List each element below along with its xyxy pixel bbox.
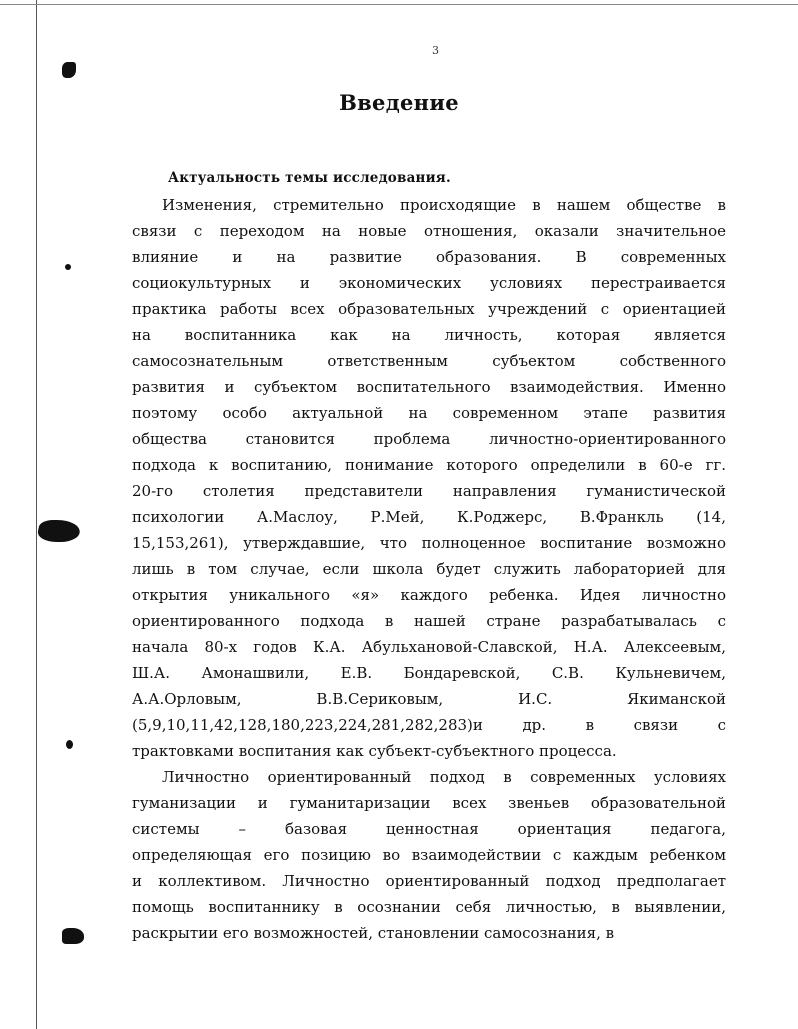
text-line: 20-го столетия представители направления гуманистической [132,482,726,500]
text-line: социокультурных и экономических условиях перестраивается [132,274,726,292]
page-number: 3 [432,44,439,57]
text-line: А.А.Орловым, В.В.Сериковым, И.С. Якиманской [132,690,726,708]
text-line: гуманизации и гуманитаризации всех звеньев образовательной [132,794,726,812]
text-line: лишь в том случае, если школа будет служить лабораторией для [132,560,726,578]
text-line: Изменения, стремительно происходящие в нашем обществе в [162,196,726,214]
text-line: самосознательным ответственным субъектом собственного [132,352,726,370]
text-line: (5,9,10,11,42,128,180,223,224,281,282,283)и др. в связи с [132,716,726,734]
text-line: поэтому особо актуальной на современном этапе развития [132,404,726,422]
page-top-edge [0,4,798,5]
text-line: подхода к воспитанию, понимание которого определили в 60-е гг. [132,456,726,474]
scan-blot [66,740,73,749]
text-line: и коллективом. Личностно ориентированный подход предполагает [132,872,726,890]
page-title: Введение [339,90,459,115]
text-line: связи с переходом на новые отношения, оказали значительное [132,222,726,240]
text-line: начала 80-х годов К.А. Абульхановой-Славской, Н.А. Алексеевым, [132,638,726,656]
body-paragraph-1 [132,192,726,764]
text-line: психологии А.Маслоу, Р.Мей, К.Роджерс, В.Франкль (14, [132,508,726,526]
section-subtitle: Актуальность темы исследования. [168,170,451,186]
text-line: ориентированного подхода в нашей стране разрабатывалась с [132,612,726,630]
text-line: системы – базовая ценностная ориентация педагога, [132,820,726,838]
text-line: на воспитанника как на личность, которая является [132,326,726,344]
page-left-edge [36,0,37,1029]
scan-blot [65,264,71,270]
scan-blot [36,520,83,542]
scan-blot [62,928,84,944]
text-line: общества становится проблема личностно-ориентированного [132,430,726,448]
text-line: определяющая его позицию во взаимодействии с каждым ребенком [132,846,726,864]
text-line: трактовками воспитания как субъект-субъектного процесса. [132,742,617,760]
text-line: 15,153,261), утверждавшие, что полноценное воспитание возможно [132,534,726,552]
text-line: раскрытии его возможностей, становлении самосознания, в [132,924,615,942]
text-line: Личностно ориентированный подход в современных условиях [162,768,726,786]
text-line: практика работы всех образовательных учреждений с ориентацией [132,300,726,318]
text-line: влияние и на развитие образования. В современных [132,248,726,266]
text-line: развития и субъектом воспитательного взаимодействия. Именно [132,378,726,396]
text-line: Ш.А. Амонашвили, Е.В. Бондаревской, С.В. Кульневичем, [132,664,726,682]
body-paragraph-2 [132,764,726,946]
text-line: помощь воспитаннику в осознании себя личностью, в выявлении, [132,898,726,916]
text-line: открытия уникального «я» каждого ребенка. Идея личностно [132,586,726,604]
scan-blot [62,62,76,78]
